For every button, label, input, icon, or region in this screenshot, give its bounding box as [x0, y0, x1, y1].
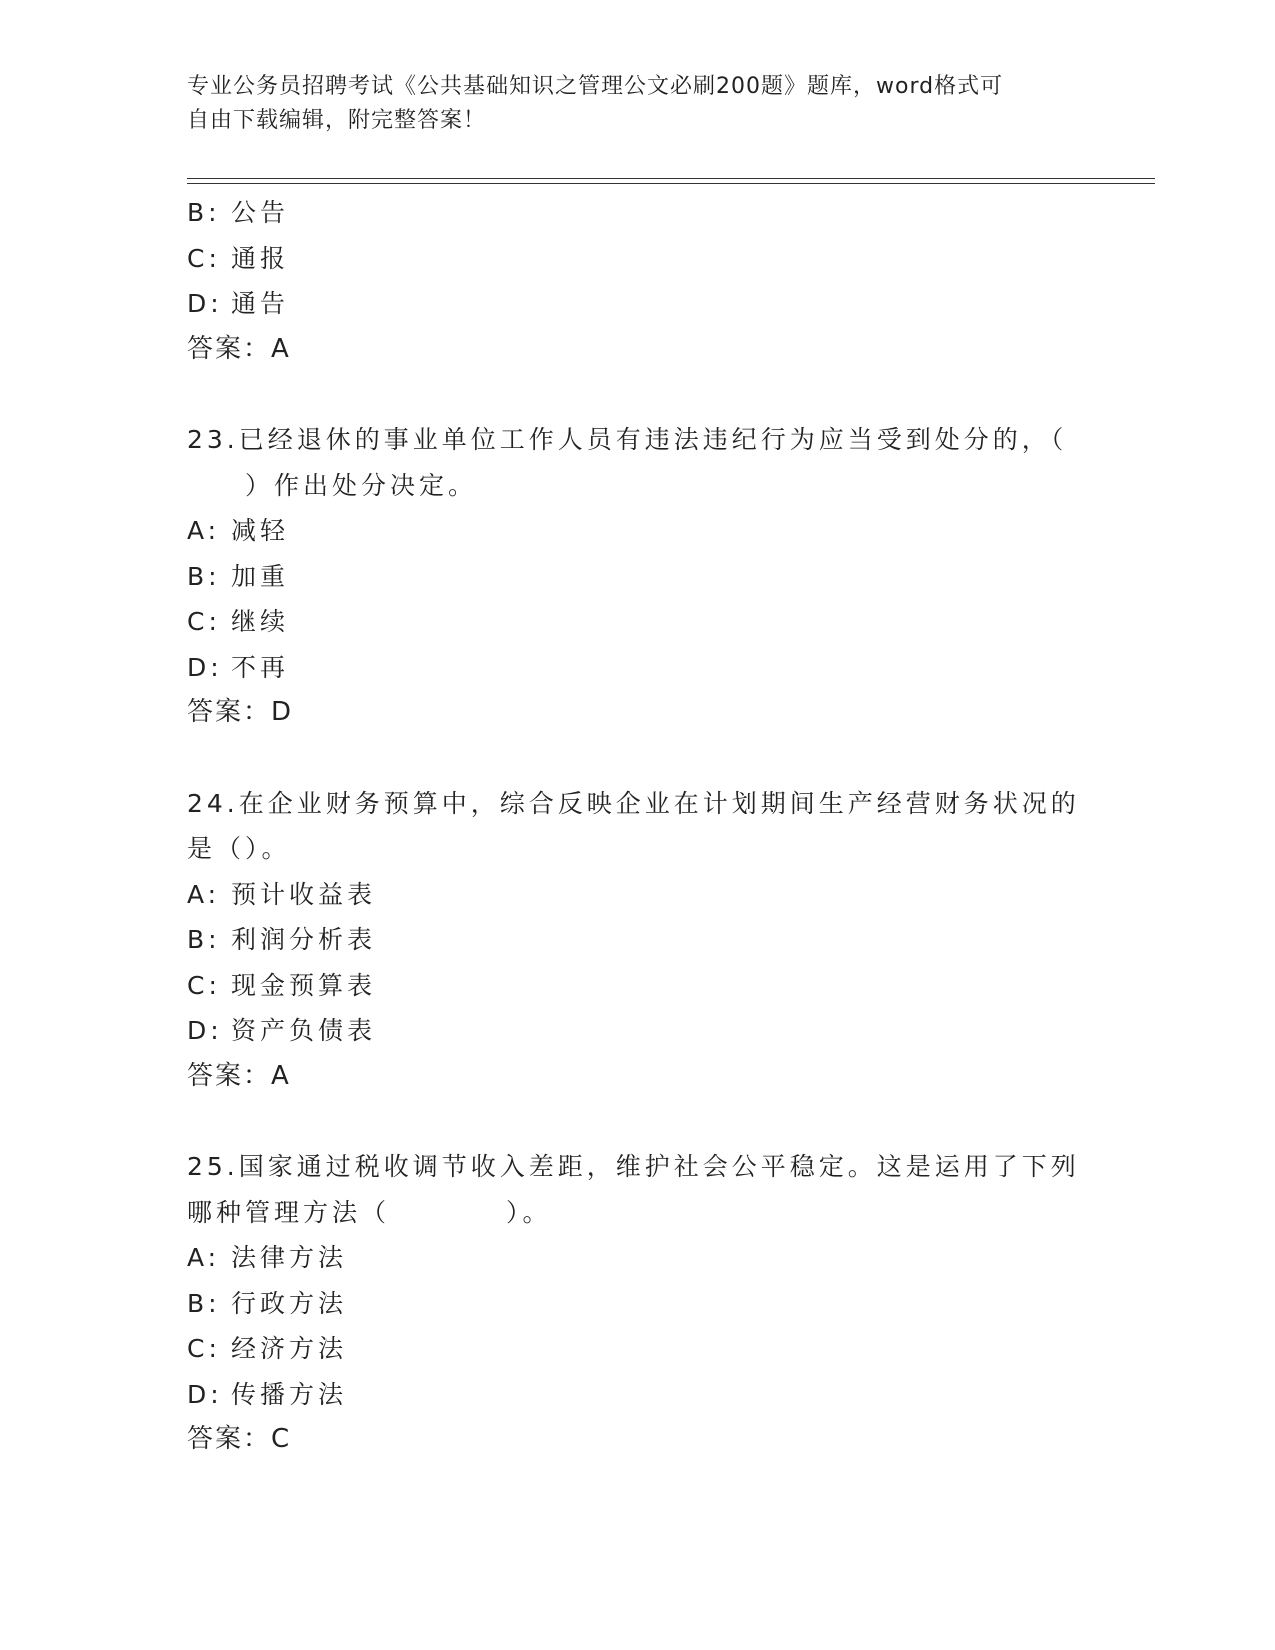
document-header: [187, 70, 1067, 138]
option-d: D: 通告: [187, 289, 290, 318]
question-text: 24.在企业财务预算中，综合反映企业在计划期间生产经营财务状况的: [187, 788, 1080, 818]
option-b: B: 加重: [187, 561, 290, 591]
option-a: A: 预计收益表: [187, 879, 377, 909]
option-a: A: 法律方法: [187, 1243, 348, 1272]
header-line-1: 专业公务员招聘考试《公共基础知识之管理公文必刷200题》题库，word格式可: [187, 74, 1004, 99]
option-d: D: 资产负债表: [187, 1016, 377, 1045]
option-c: C: 继续: [187, 607, 290, 636]
answer: 答案：C: [187, 1424, 292, 1454]
header-line-2: 自由下载编辑，附完整答案！: [187, 108, 487, 133]
option-b: B: 行政方法: [187, 1288, 348, 1318]
question-text-continued: ）作出处分决定。: [187, 470, 478, 500]
answer: 答案：D: [187, 697, 294, 727]
question-text: 23.已经退休的事业单位工作人员有违法违纪行为应当受到处分的，（: [187, 425, 1068, 454]
question-list: [187, 190, 1087, 1463]
option-c: C: 通报: [187, 243, 290, 273]
option-c: C: 经济方法: [187, 1334, 348, 1363]
header-divider-top: [187, 178, 1155, 179]
option-c: C: 现金预算表: [187, 970, 377, 1000]
question-23: [187, 417, 1087, 736]
answer: 答案：A: [187, 1060, 291, 1091]
question-text: 25.国家通过税收调节收入差距，维护社会公平稳定。这是运用了下列: [187, 1152, 1080, 1181]
question-22: [187, 190, 1087, 372]
header-divider-bottom: [187, 183, 1155, 184]
answer: 答案：A: [187, 333, 291, 364]
option-a: A: 减轻: [187, 516, 290, 545]
question-25: [187, 1144, 1087, 1463]
option-d: D: 不再: [187, 652, 290, 682]
question-text-continued: 是（）。: [187, 834, 291, 863]
question-text-continued: 哪种管理方法（ ）。: [187, 1197, 552, 1227]
question-24: [187, 781, 1087, 1100]
option-b: B: 利润分析表: [187, 925, 377, 954]
option-d: D: 传播方法: [187, 1379, 348, 1409]
option-b: B: 公告: [187, 198, 290, 227]
